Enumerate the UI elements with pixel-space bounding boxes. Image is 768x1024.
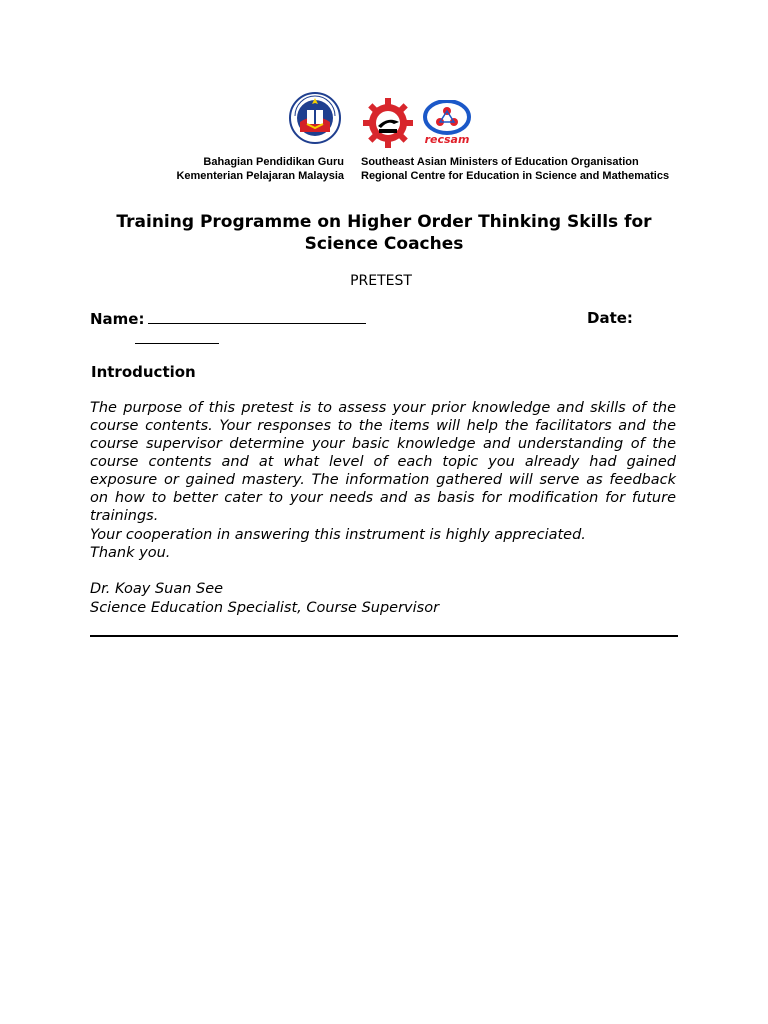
document-title (0, 211, 768, 255)
date-field-row (587, 309, 633, 327)
intro-paragraph: The purpose of this pretest is to assess your prior knowledge and skills of the course contents. Your responses to the items will help the facilitators and the course supervisor determine your basic knowledge and understanding of the course contents and at what level of each topic you already had gained exposure or gained mastery. The information gathered will serve as feedback on how to better cater to your needs and as basis for modification for future trainings. (90, 400, 676, 524)
date-blank-line[interactable] (135, 329, 219, 344)
document-subtitle: PRETEST (350, 273, 412, 289)
date-blank-row (135, 329, 219, 348)
title-line-1: Training Programme on Higher Order Thinking Skills for (116, 212, 652, 232)
left-org-line2: Kementerian Pelajaran Malaysia (176, 170, 344, 182)
kpm-crest-logo (289, 92, 341, 144)
left-organisation (176, 155, 344, 183)
name-label: Name: (90, 310, 145, 328)
date-label: Date: (587, 309, 633, 327)
seameo-gear-logo (363, 98, 413, 148)
cooperation-line: Your cooperation in answering this instrument is highly appreciated. (90, 527, 586, 543)
signature-role: Science Education Specialist, Course Supervisor (90, 600, 440, 616)
title-line-2: Science Coaches (304, 234, 464, 254)
right-org-line2: Regional Centre for Education in Science and Mathematics (361, 170, 670, 182)
thanks-line: Thank you. (90, 545, 171, 561)
recsam-wordmark: recsam (424, 133, 470, 146)
recsam-logo (420, 100, 474, 146)
right-organisation (361, 155, 669, 183)
signature-name: Dr. Koay Suan See (90, 581, 224, 597)
name-blank-line[interactable] (148, 309, 366, 324)
horizontal-divider (90, 635, 678, 637)
section-heading: Introduction (91, 363, 196, 381)
left-org-line1: Bahagian Pendidikan Guru (203, 156, 344, 168)
name-field-row (90, 309, 366, 328)
right-org-line1: Southeast Asian Ministers of Education Organisation (361, 156, 639, 168)
